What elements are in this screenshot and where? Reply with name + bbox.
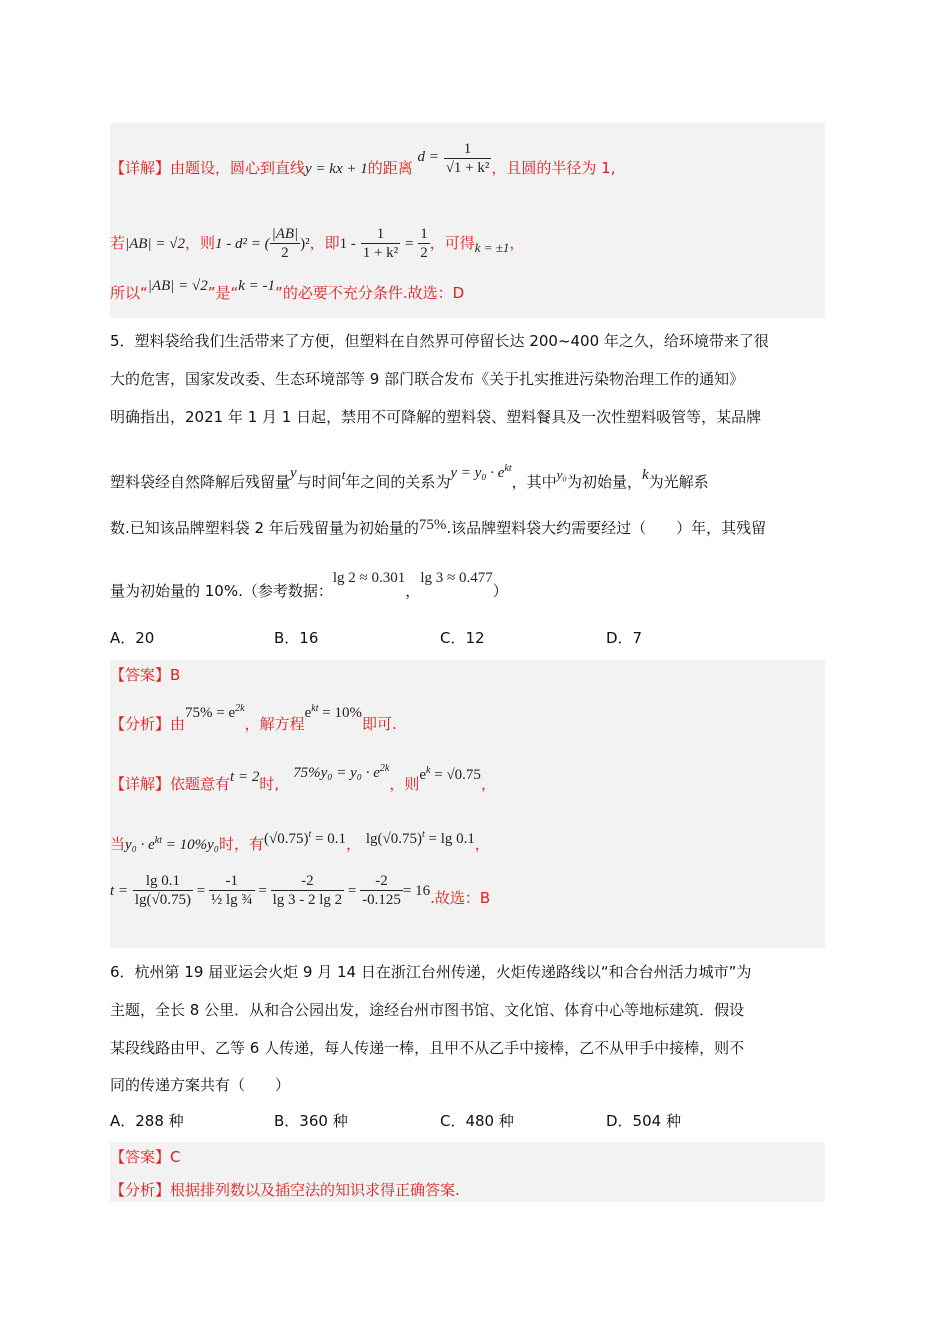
text: 依题意有 (170, 775, 231, 793)
text: .该品牌塑料袋大约需要经过（ ）年，其残留 (446, 519, 767, 537)
text: 时，有 (219, 835, 265, 853)
frac-den: lg 3 - 2 lg 2 (272, 892, 343, 908)
math: 1 - d² = ( (214, 236, 270, 252)
answer-value: C (170, 1148, 181, 1166)
frac-den: √1 + k² (445, 160, 490, 176)
math: = lg 0.1 (424, 831, 475, 847)
q5-line-1: 5．塑料袋给我们生活带来了方便，但塑料在自然界可停留长达 200~400 年之久，给环境带来了很 (110, 332, 769, 350)
q5-line-2: 大的危害，国家发改委、生态环境部等 9 部门联合发布《关于扎实推进污染物治理工作的通知》 (110, 370, 745, 388)
fraction-3 (271, 872, 345, 909)
frac-num: 1 (444, 140, 492, 159)
text: ，且圆的半径为 1, (491, 159, 616, 177)
text: 的距离 (367, 159, 413, 177)
fraction-ab (270, 225, 301, 262)
answer-label: 【答案】 (110, 666, 171, 684)
text: ，可得 (429, 234, 475, 252)
text: ”是“ (207, 284, 239, 302)
detail-label: 【详解】 (110, 159, 171, 177)
text: ， (474, 835, 490, 853)
q6-option-b[interactable]: B．360 种 (274, 1112, 348, 1130)
math: t = (110, 883, 129, 899)
math: = √0.75 (430, 767, 481, 783)
detail-line-2 (110, 225, 524, 262)
math: e (419, 767, 427, 783)
text: 即可. (361, 715, 397, 733)
math: k = -1 (238, 278, 276, 294)
answer-value: B (170, 666, 181, 684)
text: 若 (110, 234, 126, 252)
analysis-text: 根据排列数以及插空法的知识求得正确答案. (170, 1181, 460, 1199)
q6-line-4: 同的传递方案共有（ ） (110, 1076, 291, 1094)
frac-num: 1 (420, 226, 428, 242)
text: 数.已知该品牌塑料袋 2 年后残留量为初始量的 (110, 519, 419, 537)
text: ，则 (389, 775, 420, 793)
frac-den: 2 (281, 245, 289, 261)
math: 1 - (339, 236, 356, 252)
text: ， (480, 775, 496, 793)
math: y = y₀ · e (450, 465, 505, 481)
answer-line-q5 (110, 664, 180, 686)
math-sup: kt (154, 835, 163, 846)
text: 由 (170, 715, 186, 733)
math: y₀ (556, 467, 567, 482)
fraction-half (418, 225, 430, 262)
q6-option-a[interactable]: A．288 种 (110, 1112, 184, 1130)
q5-line-4 (110, 463, 709, 494)
math: lg 3 ≈ 0.477 (420, 570, 493, 586)
analysis-line-q5 (110, 703, 397, 736)
text: 为光解系 (648, 473, 709, 491)
detail-line-1 (110, 141, 616, 187)
detail-line-3 (110, 278, 465, 305)
q6-option-c[interactable]: C．480 种 (440, 1112, 514, 1130)
detail-line-q5-1 (110, 763, 496, 796)
text: 所以“ (110, 284, 148, 302)
math-d: d = (417, 149, 439, 165)
math: = 10%y₀ (162, 837, 220, 853)
math-sup: kt (504, 463, 512, 474)
math: y₀ · e (125, 837, 155, 853)
text: 由题设，圆心到直线 (170, 159, 306, 177)
text: ，其中 (511, 473, 557, 491)
math-line-eq: y = kx + 1 (305, 161, 368, 177)
frac-num: lg 0.1 (133, 872, 193, 891)
frac-den: lg(√0.75) (134, 892, 191, 908)
frac-num: -2 (271, 872, 345, 891)
math-sup: t (308, 829, 312, 840)
fraction-2 (209, 872, 255, 909)
math: 75%y₀ = y₀ · e (293, 765, 380, 781)
math: y (290, 465, 297, 481)
answer-line-q6 (110, 1146, 181, 1168)
text: ，即 (309, 234, 340, 252)
frac-num: -2 (360, 872, 403, 891)
frac-num: 1 (361, 225, 400, 244)
text: ， (346, 835, 362, 853)
math: (√0.75) (264, 831, 309, 847)
math: lg(√0.75) (365, 831, 422, 847)
text: ， (509, 234, 525, 252)
math: k (641, 467, 649, 483)
math: t (341, 467, 346, 482)
math-sup: 2k (235, 703, 245, 714)
math-sup: 2k (379, 763, 390, 774)
q5-option-c[interactable]: C．12 (440, 629, 485, 647)
q5-line-6 (110, 570, 508, 603)
text: 塑料袋经自然降解后残留量 (110, 473, 291, 491)
frac-den: ½ lg ¾ (210, 892, 253, 908)
math-sup: t (421, 829, 425, 840)
fraction-distance (444, 140, 492, 177)
math: 75% = e (185, 705, 236, 721)
math: e (304, 705, 312, 721)
analysis-line-q6 (110, 1179, 460, 1201)
text: ”的必要不充分条件.故选：D (275, 284, 465, 302)
analysis-label: 【分析】 (110, 1181, 171, 1199)
q5-option-d[interactable]: D．7 (606, 629, 643, 647)
analysis-label: 【分析】 (110, 715, 171, 733)
math-sup: k (426, 765, 431, 776)
math-sup: kt (311, 703, 319, 714)
text: 与时间 (296, 473, 342, 491)
fraction (361, 225, 400, 262)
detail-label: 【详解】 (110, 775, 171, 793)
q5-line-5 (110, 517, 766, 540)
math: = 0.1 (311, 831, 347, 847)
detail-line-q5-2 (110, 830, 490, 856)
detail-line-q5-3: t = $\frac{\lg 0.1}{\lg(√0.75)}$ = $\frac{-1}{\text{½ lg ¾}}$ = $\frac{-2}{\lg 3 - 2 \lg 2}$ = $\frac{-2}{-0.125}$ = 16.故选：B (110, 873, 491, 908)
q6-line-1: 6．杭州第 19 届亚运会火炬 9 月 14 日在浙江台州传递，火炬传递路线以“和合台州活力城市”为 (110, 963, 752, 981)
frac-num: -1 (209, 872, 255, 891)
q6-line-2: 主题，全长 8 公里．从和合公园出发，途经台州市图书馆、文化馆、体育中心等地标建筑．假设 (110, 1001, 745, 1019)
text: 当 (110, 835, 126, 853)
fraction-4 (360, 872, 403, 909)
frac-den: 2 (420, 245, 428, 261)
math: k = ±1 (474, 240, 510, 255)
math: 75% (418, 517, 447, 533)
q6-line-3: 某段线路由甲、乙等 6 人传递，每人传递一棒，且甲不从乙手中接棒，乙不从甲手中接棒，则不 (110, 1039, 745, 1057)
text: 时, (259, 775, 280, 793)
math: = (404, 236, 414, 252)
frac-num: |AB| (271, 226, 299, 242)
fraction-1 (133, 872, 193, 909)
q5-option-a[interactable]: A．20 (110, 629, 155, 647)
q5-option-b[interactable]: B．16 (274, 629, 319, 647)
text: 为初始量， (566, 473, 642, 491)
frac-den: -0.125 (362, 892, 401, 908)
math: t = 2 (230, 769, 260, 785)
text: ，解方程 (244, 715, 305, 733)
math: |AB| = √2 (125, 236, 185, 252)
math: = 16 (402, 883, 431, 899)
frac-den: 1 + k² (362, 245, 399, 261)
answer-label: 【答案】 (110, 1148, 171, 1166)
text: ） (492, 582, 508, 600)
math: )² (300, 236, 310, 252)
math: |AB| = √2 (147, 278, 208, 294)
q6-option-d[interactable]: D．504 种 (606, 1112, 681, 1130)
text: .故选：B (430, 889, 491, 907)
text: ，则 (184, 234, 215, 252)
text: 量为初始量的 10%.（参考数据： (110, 582, 333, 600)
text: ， (405, 582, 421, 600)
q5-line-3: 明确指出，2021 年 1 月 1 日起，禁用不可降解的塑料袋、塑料餐具及一次性塑料吸管等，某品牌 (110, 408, 762, 426)
math: = 10% (318, 705, 362, 721)
math: lg 2 ≈ 0.301 (332, 570, 406, 586)
text: 年之间的关系为 (345, 473, 451, 491)
